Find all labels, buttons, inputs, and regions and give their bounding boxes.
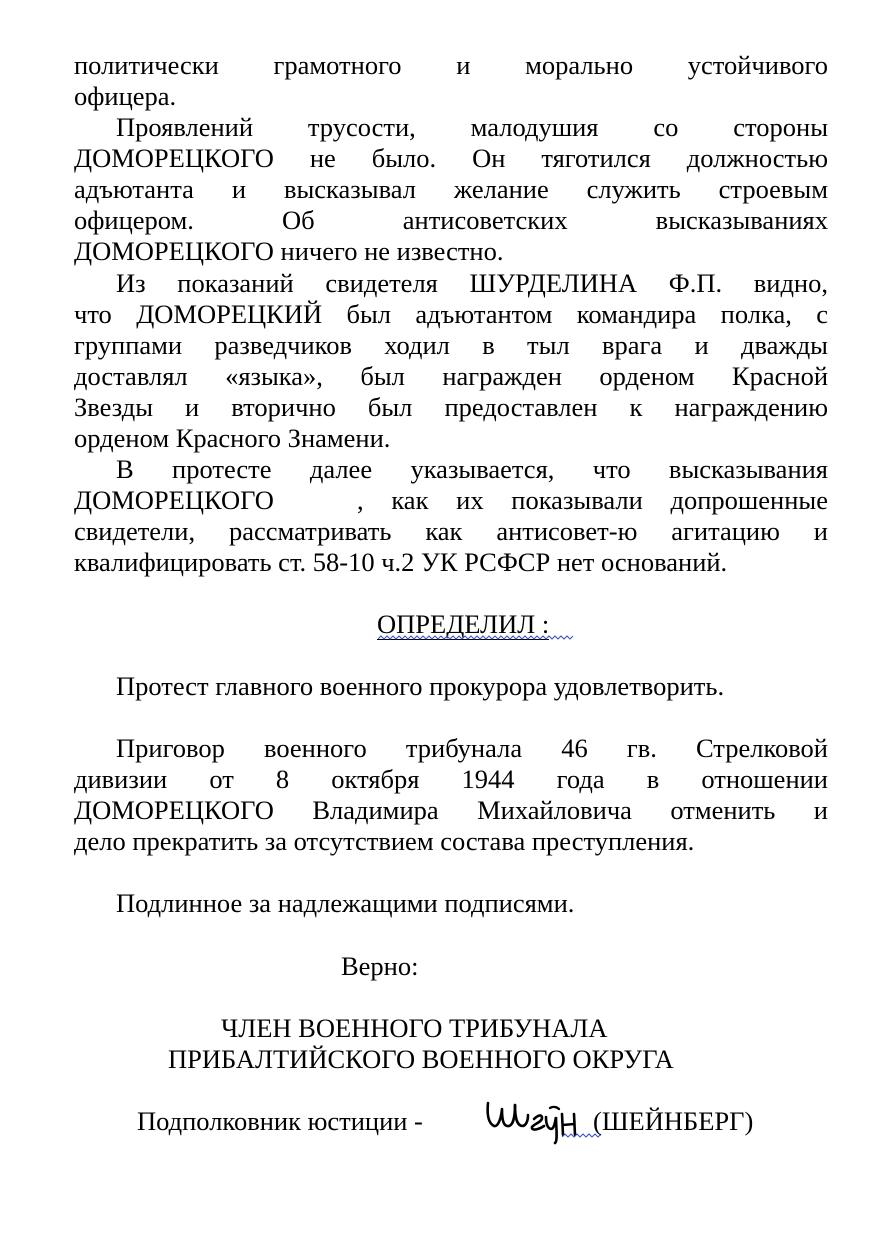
text-line: орденом Красного Знамени.	[74, 423, 391, 453]
text-line: Проявлений трусости, малодушия со стороны	[116, 112, 828, 142]
text-line: Подлинное за надлежащими подписями.	[116, 888, 575, 918]
text-line: офицера.	[74, 81, 177, 111]
text-line: дивизии от 8 октября 1944 года в отношении	[74, 764, 828, 794]
paragraph-cowardice	[74, 112, 828, 267]
text-line: ДОМОРЕЦКОГО ничего не известно.	[74, 236, 504, 266]
decision-1	[74, 671, 828, 702]
text-line: ДОМОРЕЦКОГО не было. Он тяготился должностью	[74, 143, 828, 173]
text-line: Звезды и вторично был предоставлен к награждению	[74, 392, 828, 422]
text-line: ДОМОРЕЦКОГО , как их показывали допрошенные	[74, 485, 828, 515]
paragraph-witness	[74, 268, 828, 454]
text-line: Приговор военного трибунала 46 гв. Стрелковой	[116, 733, 828, 763]
paragraph-protest	[74, 454, 828, 578]
verified-label: Верно:	[341, 951, 419, 981]
text-line: дело прекратить за отсутствием состава преступления.	[74, 826, 695, 856]
text-line: группами разведчиков ходил в тыл врага и дважды	[74, 330, 828, 360]
text-line: офицером. Об антисоветских высказываниях	[74, 205, 828, 235]
spellcheck-underline	[378, 635, 574, 640]
text-line: свидетели, рассматривать как антисовет-ю агитацию и	[74, 516, 828, 546]
rank-label: Подполковник юстиции -	[137, 1106, 423, 1136]
text-line: Протест главного военного прокурора удовлетворить.	[116, 671, 725, 701]
member-title-line-1: ЧЛЕН ВОЕННОГО ТРИБУНАЛА	[221, 1013, 608, 1043]
member-title-line-2: ПРИБАЛТИЙСКОГО ВОЕННОГО ОКРУГА	[168, 1044, 674, 1074]
text-line: В протесте далее указывается, что высказывания	[116, 454, 828, 484]
decision-heading-text: ОПРЕДЕЛИЛ :	[377, 609, 550, 639]
original-note	[74, 888, 828, 919]
text-line: квалифицировать ст. 58-10 ч.2 УК РСФСР нет оснований.	[74, 547, 728, 577]
decision-2	[74, 733, 828, 857]
paragraph-continuation	[74, 50, 828, 112]
text-line: Из показаний свидетеля ШУРДЕЛИНА Ф.П. видно,	[116, 268, 828, 298]
text-line: доставлял «языка», был награжден орденом Красной	[74, 361, 828, 391]
text-line: адъютанта и высказывал желание служить строевым	[74, 174, 828, 204]
text-line: политически грамотного и морально устойчивого	[74, 50, 828, 80]
text-line: ДОМОРЕЦКОГО Владимира Михайловича отменить и	[74, 795, 828, 825]
signer-name: (ШЕЙНБЕРГ)	[593, 1106, 754, 1136]
text-line: что ДОМОРЕЦКИЙ был адъютантом командира полка, с	[74, 299, 828, 329]
